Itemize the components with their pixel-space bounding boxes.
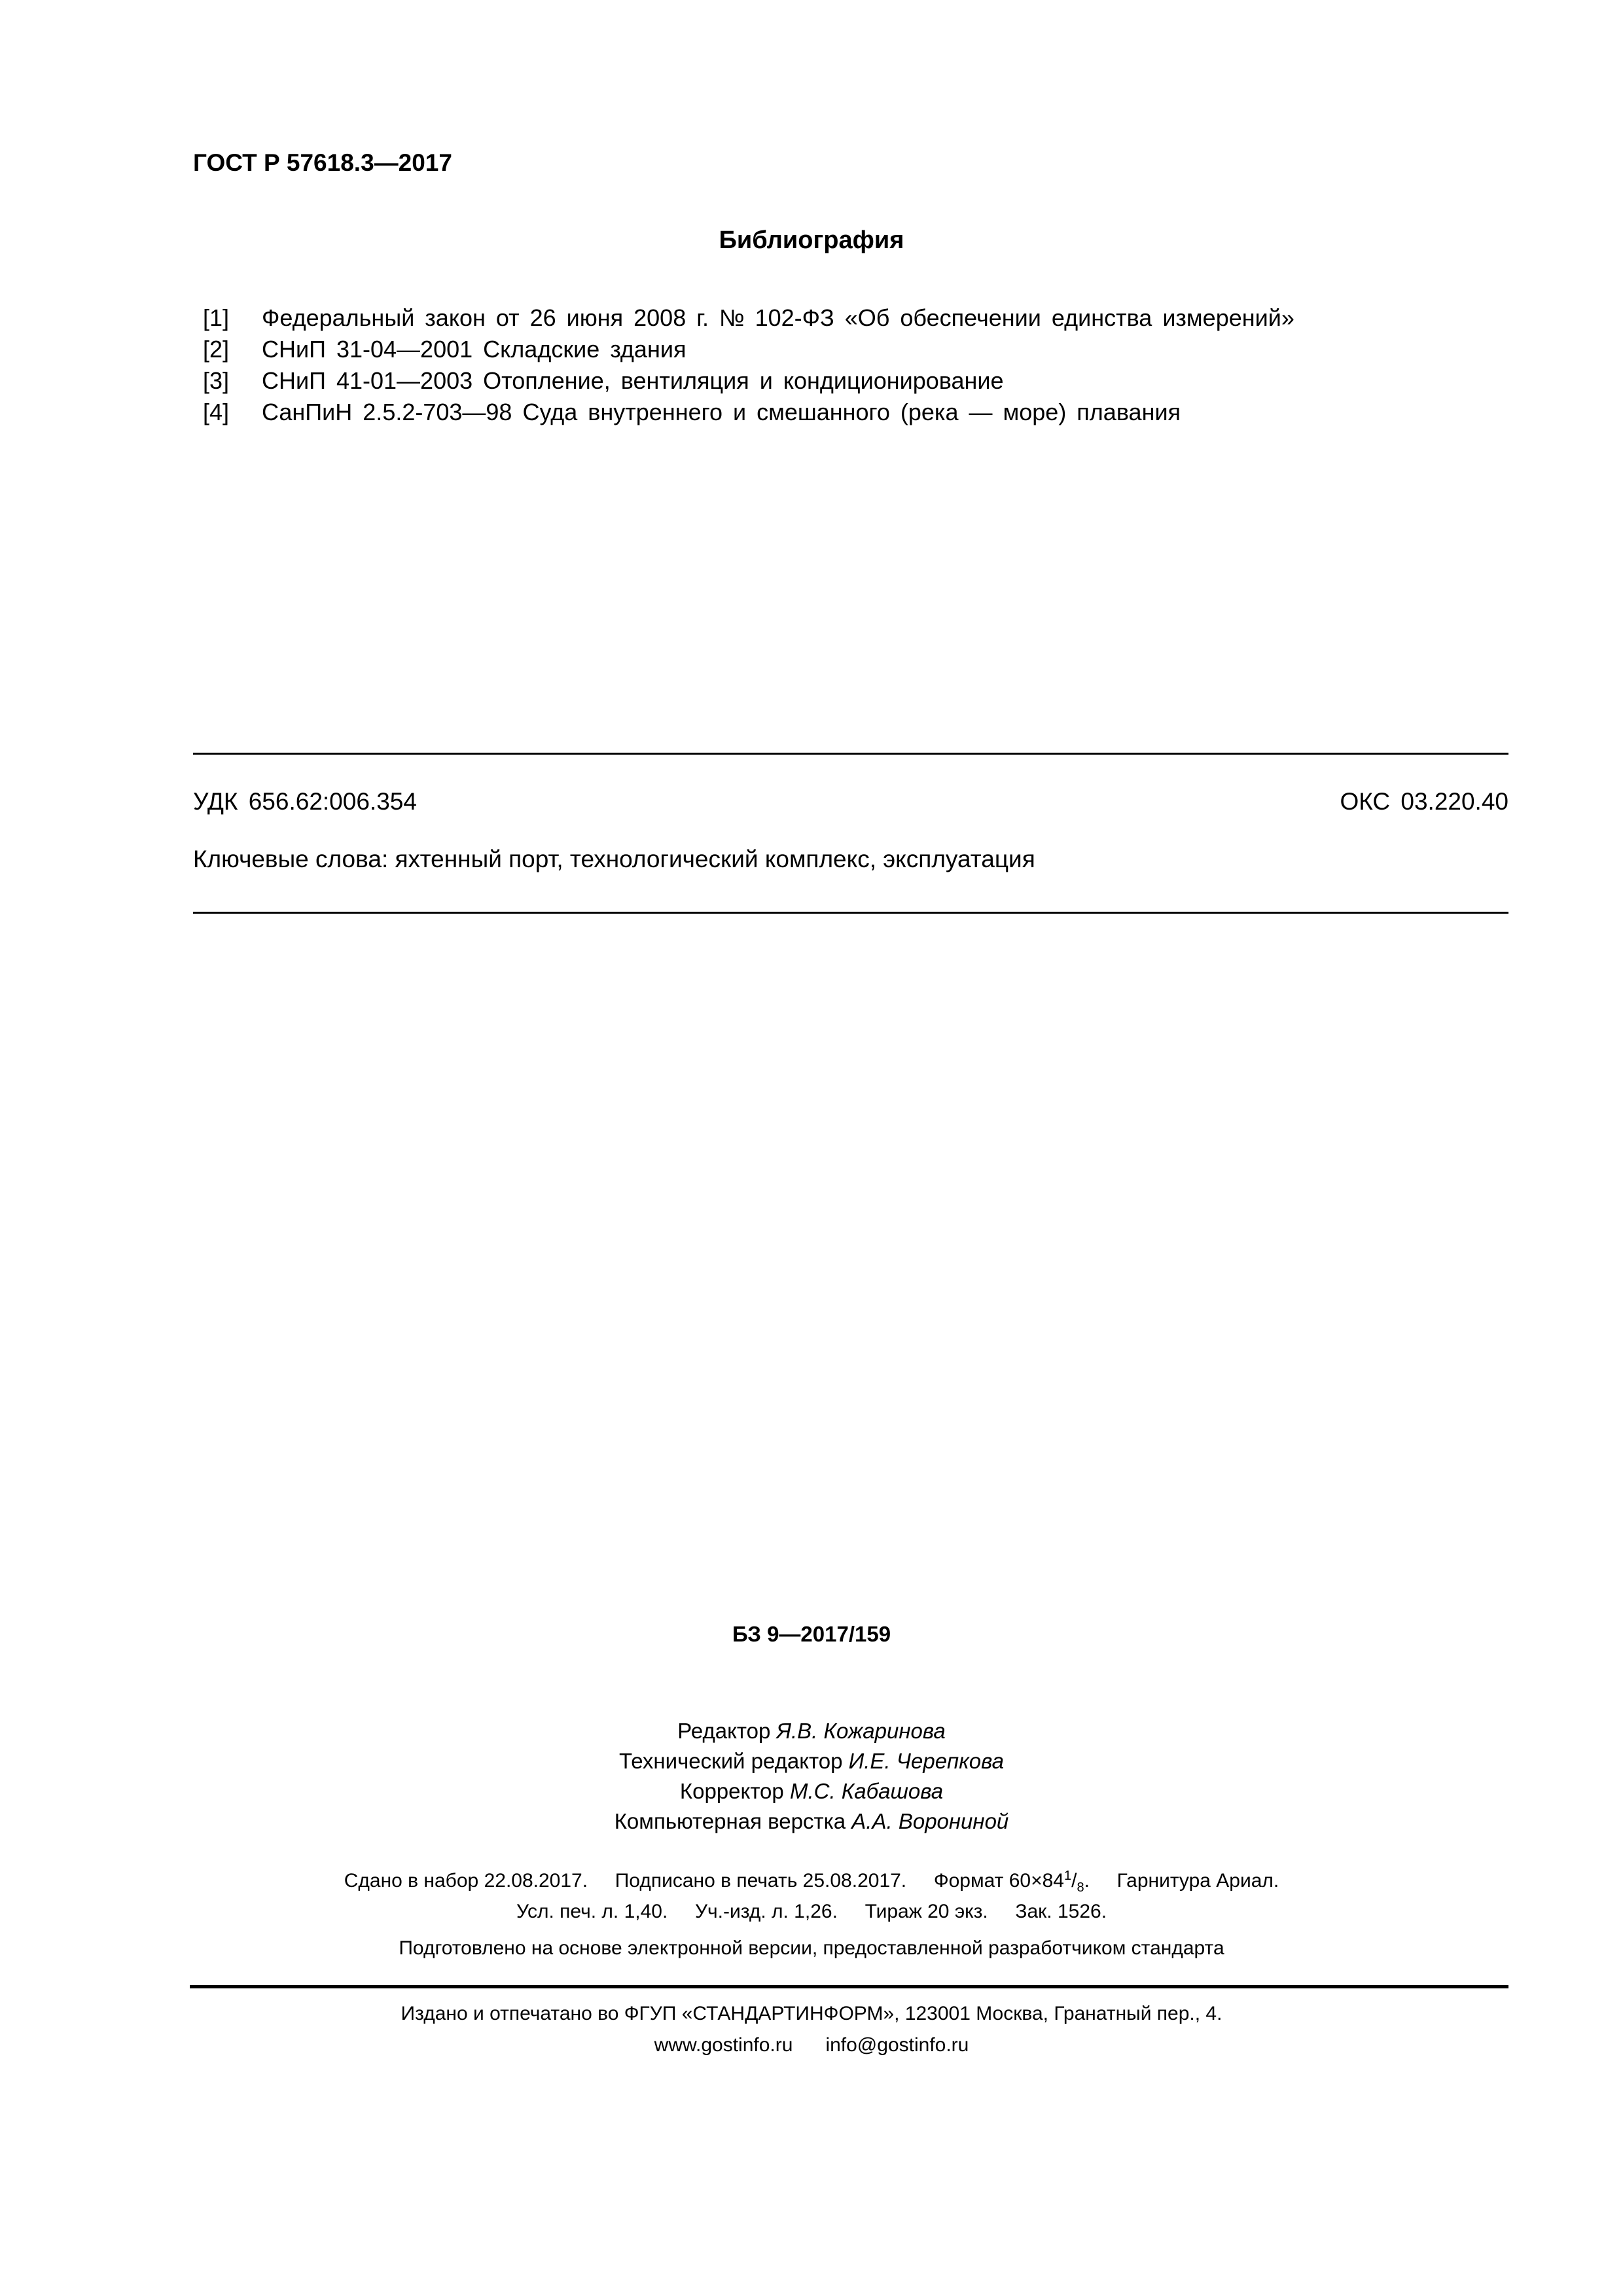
- contacts-line: [0, 2034, 1623, 2056]
- staff-line: [0, 1806, 1623, 1837]
- bibliography-item-number: [2]: [203, 336, 230, 363]
- staff-name: Я.В. Кожаринова: [776, 1719, 946, 1743]
- bibliography-item-number: [3]: [203, 367, 230, 394]
- print-details-text: Сдано в набор 22.08.2017. Подписано в печать 25.08.2017. Формат 60×84: [344, 1870, 1064, 1892]
- website-link[interactable]: www.gostinfo.ru: [654, 2034, 793, 2056]
- staff-line: [0, 1746, 1623, 1776]
- print-details-line: [0, 1869, 1623, 1895]
- bibliography-title: Библиография: [719, 226, 904, 254]
- staff-role: Корректор: [679, 1779, 784, 1803]
- bibliography-item-text: СНиП 41-01—2003 Отопление, вентиляция и кондиционирование: [262, 367, 1004, 394]
- staff-role: Компьютерная верстка: [614, 1809, 846, 1833]
- email-link[interactable]: info@gostinfo.ru: [825, 2034, 969, 2056]
- bz-number: БЗ 9—2017/159: [732, 1622, 891, 1646]
- oks-code: ОКС 03.220.40: [1340, 788, 1508, 815]
- print-stats-line: Усл. печ. л. 1,40. Уч.-изд. л. 1,26. Тираж 20 экз. Зак. 1526.: [516, 1901, 1107, 1922]
- bibliography-item: [203, 334, 1294, 365]
- contacts-gap: [793, 2034, 825, 2056]
- staff-name: А.А. Ворониной: [851, 1809, 1009, 1833]
- document-code: ГОСТ Р 57618.3—2017: [193, 149, 452, 176]
- keywords: Ключевые слова: яхтенный порт, технологический комплекс, эксплуатация: [193, 846, 1035, 872]
- udk-code: УДК 656.62:006.354: [193, 788, 417, 815]
- staff-role: Технический редактор: [619, 1749, 843, 1773]
- bibliography-item: [203, 397, 1294, 428]
- format-fraction-denominator: 8: [1077, 1880, 1084, 1895]
- bibliography-item-text: Федеральный закон от 26 июня 2008 г. № 102-ФЗ «Об обеспечении единства измерений»: [262, 304, 1294, 331]
- divider-thick: [190, 1985, 1508, 1988]
- bibliography-list: [203, 302, 1294, 428]
- staff-name: И.Е. Черепкова: [848, 1749, 1004, 1773]
- staff-role: Редактор: [677, 1719, 771, 1743]
- staff-name: М.С. Кабашова: [789, 1779, 944, 1803]
- prepared-note: Подготовлено на основе электронной версии, предоставленной разработчиком стандарта: [399, 1937, 1224, 1959]
- bibliography-item-text: СНиП 31-04—2001 Складские здания: [262, 336, 687, 363]
- staff-line: [0, 1776, 1623, 1806]
- bibliography-item-number: [4]: [203, 399, 230, 425]
- divider-bottom: [193, 912, 1508, 914]
- bibliography-item-number: [1]: [203, 304, 230, 331]
- divider-top: [193, 753, 1508, 755]
- print-details-text: . Гарнитура Ариал.: [1084, 1870, 1279, 1892]
- bibliography-item: [203, 365, 1294, 397]
- staff-line: [0, 1716, 1623, 1746]
- staff-credits: [0, 1716, 1623, 1837]
- bibliography-item-text: СанПиН 2.5.2-703—98 Суда внутреннего и смешанного (река — море) плавания: [262, 399, 1181, 425]
- publisher-line: Издано и отпечатано во ФГУП «СТАНДАРТИНФОРМ», 123001 Москва, Гранатный пер., 4.: [401, 2003, 1222, 2024]
- bibliography-item: [203, 302, 1294, 334]
- format-fraction-slash: /: [1071, 1870, 1077, 1892]
- format-fraction-numerator: 1: [1063, 1869, 1072, 1883]
